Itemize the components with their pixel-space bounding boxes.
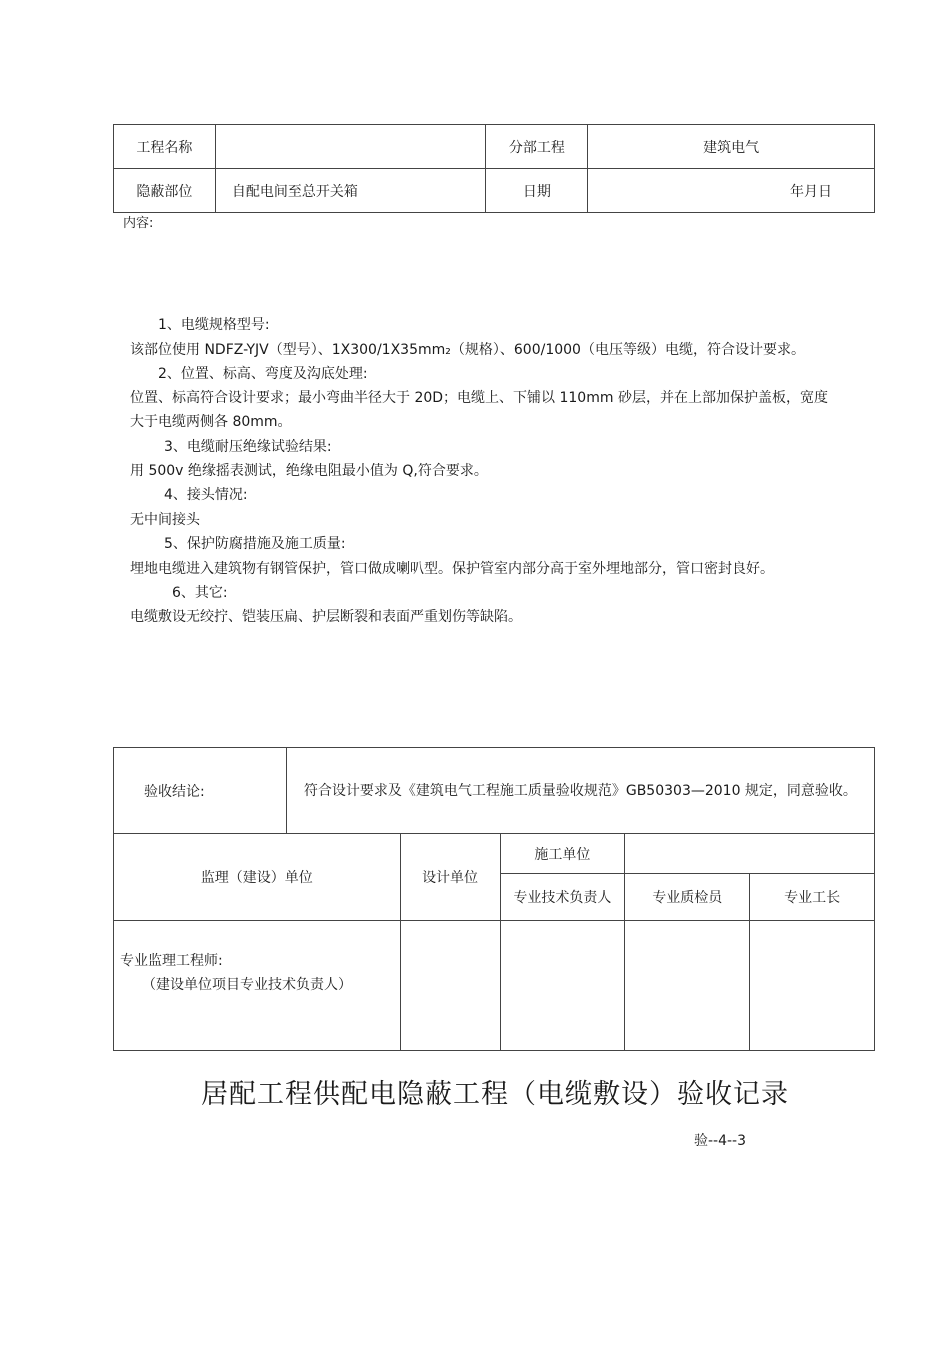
content-line: 4、接头情况: (164, 487, 248, 503)
foreman-signature-cell (750, 921, 875, 1051)
project-name-label: 工程名称 (114, 125, 216, 169)
document-code: 验--4--3 (694, 1133, 747, 1149)
signature-table (113, 833, 875, 1051)
content-line: 埋地电缆进入建筑物有钢管保护，管口做成喇叭型。保护管室内部分高于室外埋地部分，管口密封良好。 (130, 561, 774, 577)
content-line: 3、电缆耐压绝缘试验结果: (164, 439, 332, 455)
sub-project-label: 分部工程 (486, 125, 588, 169)
hidden-part-label: 隐蔽部位 (114, 169, 216, 213)
quality-inspector-signature-cell (625, 921, 750, 1051)
tech-lead-signature-cell (500, 921, 625, 1051)
header-row-part (114, 169, 875, 213)
content-line: 该部位使用 NDFZ-YJV（型号）、1X300/1X35mm₂（规格）、600/1000（电压等级）电缆，符合设计要求。 (130, 342, 805, 358)
content-line: 5、保护防腐措施及施工质量: (164, 536, 346, 552)
tech-lead-label: 专业技术负责人 (500, 874, 625, 921)
supervisor-signature-cell (114, 921, 401, 1051)
design-signature-cell (400, 921, 500, 1051)
project-name-value (215, 125, 486, 169)
date-value: 年月日 (588, 169, 875, 213)
conclusion-text: 符合设计要求及《建筑电气工程施工质量验收规范》GB50303—2010 规定，同意验收。 (286, 748, 874, 834)
content-line: 无中间接头 (130, 512, 200, 528)
conclusion-label: 验收结论: (114, 748, 287, 834)
conclusion-table (113, 747, 875, 834)
header-table (113, 124, 875, 213)
content-label: 内容: (123, 216, 154, 231)
header-row-project (114, 125, 875, 169)
content-line: 电缆敷设无绞拧、铠装压扁、护层断裂和表面严重划伤等缺陷。 (130, 609, 522, 625)
owner-tech-lead-label: （建设单位项目专业技术负责人） (142, 977, 352, 993)
content-line: 用 500v 绝缘摇表测试，绝缘电阻最小值为 Q,符合要求。 (130, 463, 488, 479)
supervisor-engineer-label: 专业监理工程师: (120, 953, 223, 969)
sub-project-value: 建筑电气 (588, 125, 875, 169)
content-line: 6、其它: (172, 585, 228, 601)
hidden-part-value: 自配电间至总开关箱 (215, 169, 486, 213)
content-line: 1、电缆规格型号: (158, 317, 270, 333)
design-unit-label: 设计单位 (400, 834, 500, 921)
quality-inspector-label: 专业质检员 (625, 874, 750, 921)
construction-unit-label: 施工单位 (500, 834, 625, 874)
construction-unit-blank (625, 834, 875, 874)
content-line: 大于电缆两侧各 80mm。 (130, 414, 292, 430)
supervision-unit-label: 监理（建设）单位 (114, 834, 401, 921)
foreman-label: 专业工长 (750, 874, 875, 921)
content-line: 位置、标高符合设计要求；最小弯曲半径大于 20D；电缆上、下铺以 110mm 砂层，并在上部加保护盖板，宽度 (130, 390, 828, 406)
document-title: 居配工程供配电隐蔽工程（电缆敷设）验收记录 (201, 1079, 789, 1110)
content-line: 2、位置、标高、弯度及沟底处理: (158, 366, 368, 382)
date-label: 日期 (486, 169, 588, 213)
